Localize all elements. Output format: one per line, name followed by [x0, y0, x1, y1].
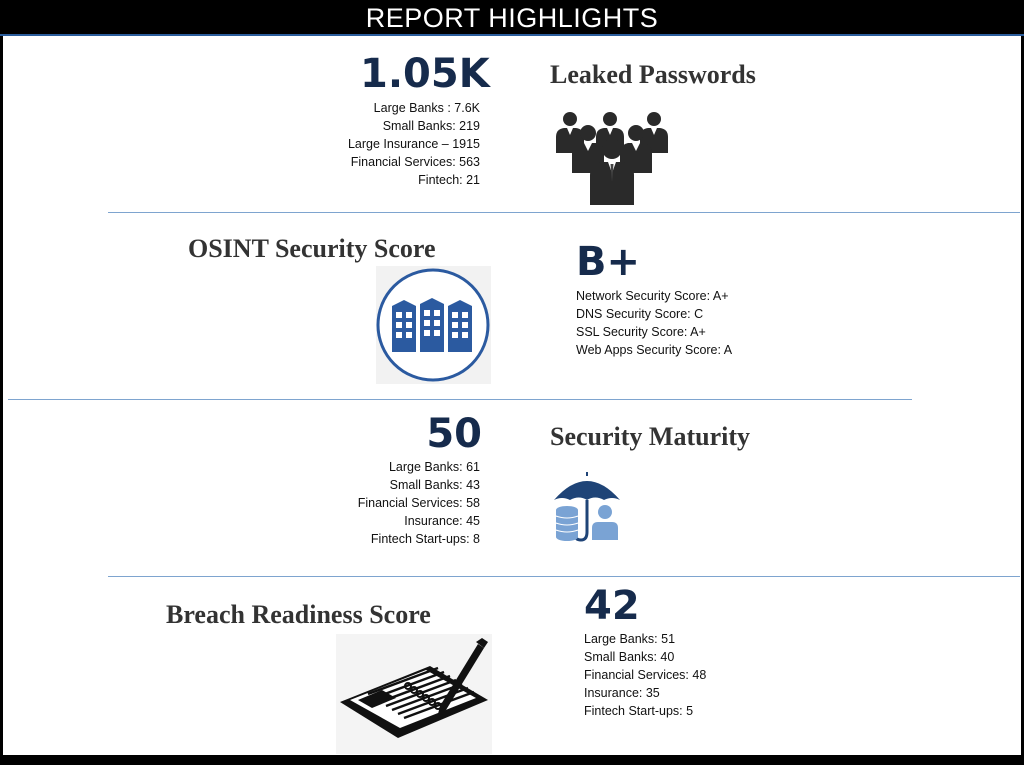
bottom-border [0, 755, 1024, 765]
report-header: REPORT HIGHLIGHTS [0, 0, 1024, 36]
section-divider [108, 576, 1020, 577]
leaked-passwords-title: Leaked Passwords [550, 60, 756, 89]
osint-score-list [576, 287, 732, 359]
list-item: Fintech Start-ups: 5 [584, 704, 694, 718]
list-item: Financial Services: 48 [584, 668, 707, 682]
leaked-passwords-metric: 1.05K [360, 51, 490, 97]
list-item: Small Banks: 219 [382, 119, 480, 133]
notebook-pen-icon [336, 634, 492, 754]
list-item: Fintech: 21 [418, 173, 480, 187]
list-item: Insurance: 45 [404, 514, 480, 528]
list-item: Small Banks: 40 [584, 650, 675, 664]
header-underline [0, 34, 1024, 36]
list-item: SSL Security Score: A+ [576, 325, 706, 339]
list-item: Web Apps Security Score: A [576, 343, 733, 357]
leaked-passwords-list [348, 99, 480, 189]
list-item: Large Banks: 61 [388, 460, 480, 474]
list-item: Fintech Start-ups: 8 [370, 532, 480, 546]
osint-score-title: OSINT Security Score [188, 234, 436, 263]
section-divider [8, 399, 912, 400]
list-item: Small Banks: 43 [389, 478, 480, 492]
osint-score-metric: B+ [576, 239, 641, 285]
security-maturity-metric: 50 [426, 411, 482, 457]
list-item: Large Banks : 7.6K [373, 101, 480, 115]
list-item: Large Banks: 51 [584, 632, 676, 646]
list-item: Financial Services: 563 [350, 155, 480, 169]
breach-readiness-metric: 42 [584, 583, 640, 629]
people-group-icon [552, 107, 672, 207]
list-item: Network Security Score: A+ [576, 289, 729, 303]
umbrella-money-icon [552, 470, 622, 542]
list-item: Financial Services: 58 [357, 496, 480, 510]
list-item: Insurance: 35 [584, 686, 660, 700]
buildings-icon [376, 266, 491, 384]
breach-readiness-title: Breach Readiness Score [166, 600, 431, 629]
section-divider [108, 212, 1020, 213]
breach-readiness-list [584, 630, 706, 720]
list-item: DNS Security Score: C [576, 307, 704, 321]
list-item: Large Insurance – 1915 [347, 137, 480, 151]
security-maturity-title: Security Maturity [550, 422, 751, 451]
security-maturity-list [358, 458, 480, 548]
